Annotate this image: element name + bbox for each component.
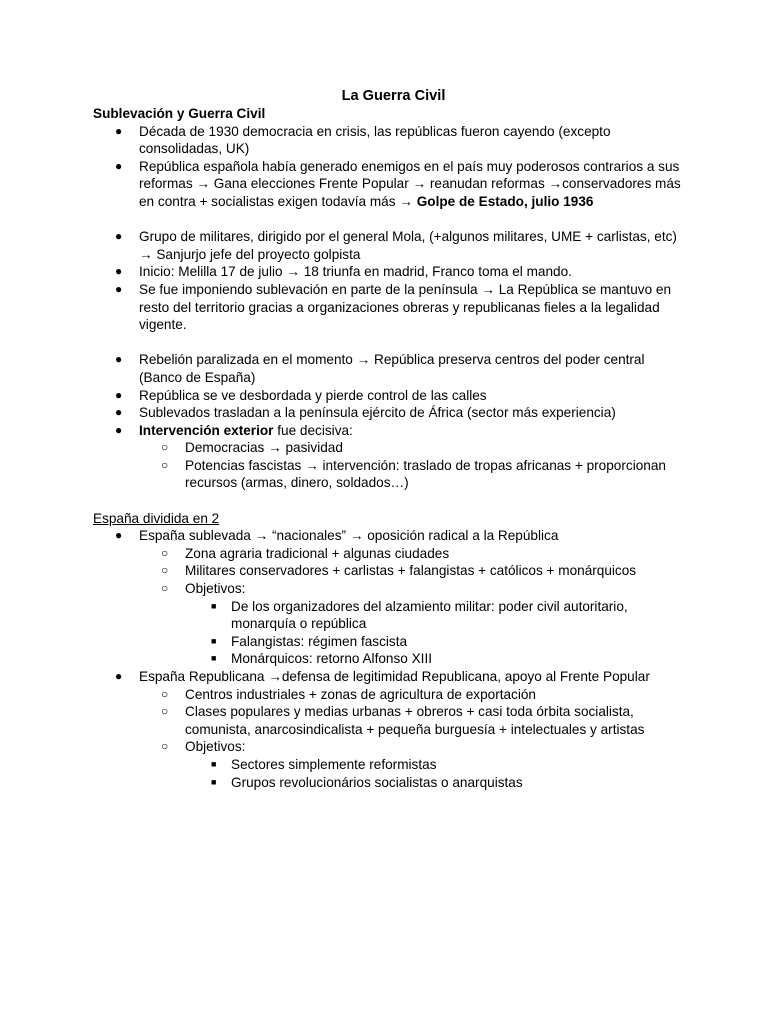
list-item <box>93 123 688 158</box>
list-item <box>93 351 688 386</box>
document-page <box>93 87 688 791</box>
list-item-text: Sectores simplemente reformistas <box>231 756 437 772</box>
list-item <box>93 228 688 263</box>
sub-list-item <box>93 457 688 492</box>
square-bullet-icon: ■ <box>211 653 217 664</box>
list-item <box>93 404 688 422</box>
sub-list-item <box>93 738 688 756</box>
list-item-text: República se ve desbordada y pierde control de las calles <box>139 387 487 403</box>
list-item-text: Se fue imponiendo sublevación en parte de la península → La República se mantuvo en resto del territorio gracias a organizaciones obreras y republicanas fieles a la legalidad vigente. <box>139 281 672 333</box>
page-title: La Guerra Civil <box>341 88 446 104</box>
square-bullet-icon: ■ <box>211 758 217 769</box>
list-item <box>93 281 688 334</box>
hollow-bullet-icon: ○ <box>161 686 169 701</box>
list-item-text: Rebelión paralizada en el momento → República preserva centros del poder central (Banco de España) <box>139 352 645 385</box>
bullet-icon: ● <box>115 158 123 173</box>
blank-line <box>93 492 688 510</box>
bullet-icon: ● <box>115 387 123 402</box>
list-item <box>93 668 688 686</box>
hollow-bullet-icon: ○ <box>161 581 169 596</box>
list-item-text: Sublevados trasladan a la península ejército de África (sector más experiencia) <box>139 405 616 421</box>
hollow-bullet-icon: ○ <box>161 440 169 455</box>
sub-list-item <box>93 703 688 738</box>
list-item-text: Objetivos: <box>185 581 246 597</box>
list-item-text: Grupos revolucionários socialistas o anarquistas <box>231 774 523 790</box>
sub-sub-list-item <box>93 774 688 792</box>
list-item-text: Democracias → pasividad <box>185 440 343 456</box>
list-item-text: Falangistas: régimen fascista <box>231 633 408 649</box>
bullet-icon: ● <box>115 422 123 437</box>
list-item-text: Centros industriales + zonas de agricultura de exportación <box>185 686 536 702</box>
sub-sub-list-item <box>93 633 688 651</box>
section-heading-sublevacion: Sublevación y Guerra Civil <box>93 106 266 121</box>
square-bullet-icon: ■ <box>211 635 217 646</box>
hollow-bullet-icon: ○ <box>161 457 169 472</box>
list-item-bold-text: Intervención exterior <box>139 422 274 438</box>
list-item <box>93 263 688 281</box>
list-item <box>93 527 688 545</box>
section-list-sublevacion <box>93 123 688 492</box>
list-item <box>93 387 688 405</box>
list-item-bold-text: Golpe de Estado, julio 1936 <box>416 193 594 209</box>
list-item-text: Militares conservadores + carlistas + falangistas + católicos + monárquicos <box>185 563 637 579</box>
list-item <box>93 158 688 211</box>
sub-list-item <box>93 580 688 598</box>
bullet-icon: ● <box>115 281 123 296</box>
list-item-text: Monárquicos: retorno Alfonso XIII <box>231 651 432 667</box>
list-item-text: Potencias fascistas → intervención: traslado de tropas africanas + proporcionan recursos (armas, dinero, soldados…) <box>185 457 666 491</box>
bullet-icon: ● <box>115 264 123 279</box>
list-item-text: De los organizadores del alzamiento militar: poder civil autoritario, monarquía o república <box>231 598 628 632</box>
sub-sub-list-item <box>93 650 688 668</box>
sub-list-item <box>93 545 688 563</box>
list-item-text: España Republicana →defensa de legitimidad Republicana, apoyo al Frente Popular <box>139 669 650 684</box>
bullet-icon: ● <box>115 528 123 543</box>
bullet-icon: ● <box>115 123 123 138</box>
square-bullet-icon: ■ <box>211 600 217 611</box>
section-list-espana-dividida <box>93 527 688 791</box>
blank-line <box>93 334 688 352</box>
list-item <box>93 422 688 440</box>
bullet-icon: ● <box>115 229 123 244</box>
bullet-icon: ● <box>115 405 123 420</box>
blank-line <box>93 211 688 229</box>
hollow-bullet-icon: ○ <box>161 739 169 754</box>
section-heading-espana-dividida: España dividida en 2 <box>93 510 220 526</box>
list-item-text: Inicio: Melilla 17 de julio → 18 triunfa en madrid, Franco toma el mando. <box>139 264 572 280</box>
hollow-bullet-icon: ○ <box>161 545 169 560</box>
hollow-bullet-icon: ○ <box>161 704 169 719</box>
list-item-text: Clases populares y medias urbanas + obreros + casi toda órbita socialista, comunista, anarcosindicalista + pequeña burguesía + intelectuales y artistas <box>185 704 645 737</box>
square-bullet-icon: ■ <box>211 776 217 787</box>
sub-list-item <box>93 686 688 704</box>
list-item-text: Zona agraria tradicional + algunas ciudades <box>185 545 450 561</box>
list-item-text: fue decisiva: <box>273 422 353 438</box>
list-item-text: Objetivos: <box>185 739 246 755</box>
list-item-text: España sublevada → “nacionales” → oposición radical a la República <box>139 528 559 544</box>
list-item-text: Grupo de militares, dirigido por el general Mola, (+algunos militares, UME + carlistas, etc) → Sanjurjo jefe del proyecto golpista <box>139 229 677 262</box>
list-item-text: República española había generado enemigos en el país muy poderosos contrarios a sus reformas → Gana elecciones Frente Popular → reanudan reformas →conservadores más en contra + socialistas exigen todavía más → <box>139 158 681 209</box>
sub-sub-list-item <box>93 598 688 633</box>
bullet-icon: ● <box>115 352 123 367</box>
bullet-icon: ● <box>115 669 123 683</box>
list-item-text: Década de 1930 democracia en crisis, las repúblicas fueron cayendo (excepto consolidadas, UK) <box>139 123 611 157</box>
sub-sub-list-item <box>93 756 688 774</box>
hollow-bullet-icon: ○ <box>161 563 169 578</box>
sub-list-item <box>93 439 688 457</box>
sub-list-item <box>93 562 688 580</box>
